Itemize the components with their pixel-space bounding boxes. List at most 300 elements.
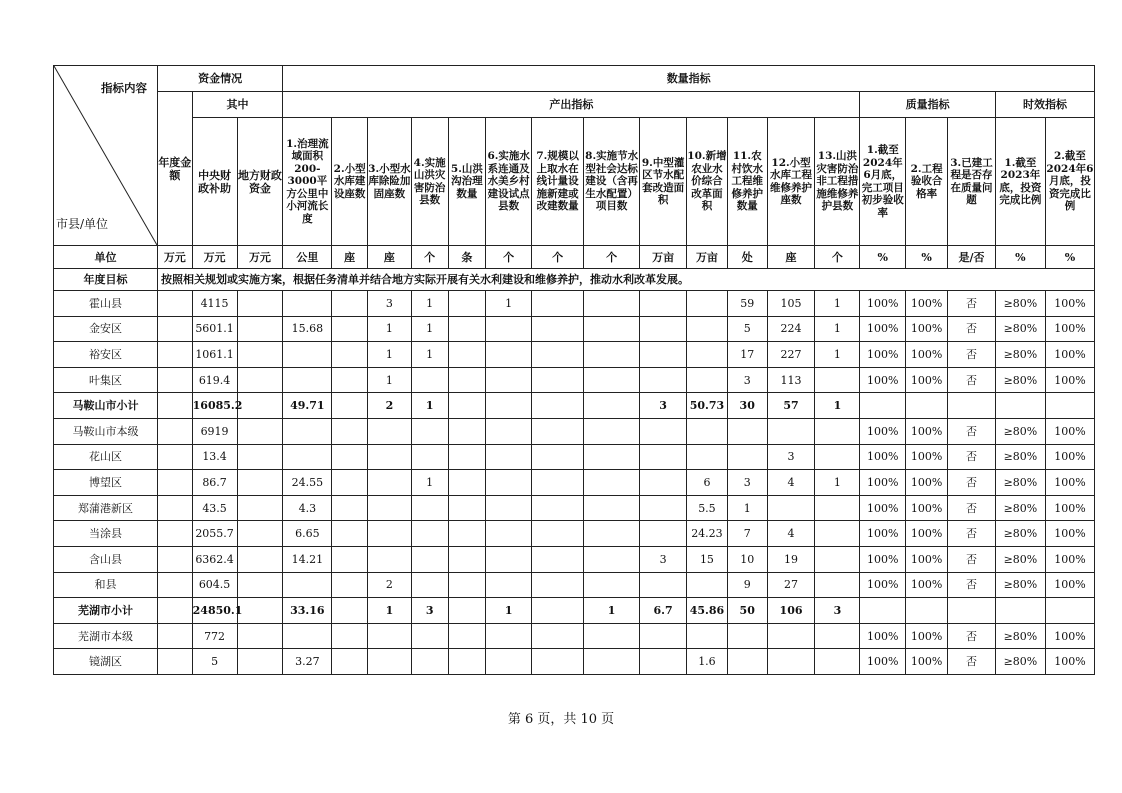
table-cell: 100%: [1045, 316, 1094, 342]
table-cell: [237, 444, 283, 470]
table-cell: [332, 444, 368, 470]
table-cell: [332, 316, 368, 342]
table-cell: 1: [367, 316, 411, 342]
table-cell: 1: [584, 598, 640, 624]
table-cell: [283, 342, 332, 368]
table-cell: [486, 495, 532, 521]
unit-cell: 万亩: [687, 246, 728, 269]
region-name: 芜湖市本级: [54, 623, 158, 649]
table-cell: [532, 521, 584, 547]
table-cell: 100%: [1045, 623, 1094, 649]
table-cell: 否: [948, 521, 996, 547]
table-cell: ≥80%: [995, 572, 1045, 598]
table-cell: 3: [640, 393, 687, 419]
region-name: 马鞍山市小计: [54, 393, 158, 419]
table-cell: [367, 623, 411, 649]
indicator-header: 6.实施水系连通及水美乡村建设试点县数: [486, 118, 532, 246]
table-cell: [815, 495, 860, 521]
table-cell: [448, 316, 486, 342]
region-name: 和县: [54, 572, 158, 598]
table-cell: 6362.4: [192, 546, 237, 572]
table-cell: 619.4: [192, 367, 237, 393]
table-cell: 6.65: [283, 521, 332, 547]
unit-cell: %: [995, 246, 1045, 269]
table-cell: 2055.7: [192, 521, 237, 547]
indicator-header: 1.截至2024年6月底，完工项目初步验收率: [860, 118, 906, 246]
table-cell: 1.6: [687, 649, 728, 675]
table-cell: 14.21: [283, 546, 332, 572]
table-cell: [237, 470, 283, 496]
table-cell: [237, 316, 283, 342]
table-cell: [237, 342, 283, 368]
region-name: 当涂县: [54, 521, 158, 547]
table-cell: ≥80%: [995, 623, 1045, 649]
table-cell: 6: [687, 470, 728, 496]
indicator-header: 10.新增农业水价综合改革面积: [687, 118, 728, 246]
table-cell: [157, 444, 192, 470]
table-cell: 1: [367, 598, 411, 624]
table-cell: 224: [767, 316, 815, 342]
table-cell: [157, 393, 192, 419]
table-cell: [584, 546, 640, 572]
table-cell: 2: [367, 393, 411, 419]
indicator-header: 1.治理流域面积200-3000平方公里中小河流长度: [283, 118, 332, 246]
table-cell: 4: [767, 521, 815, 547]
table-cell: [448, 546, 486, 572]
funds-header: 资金情况: [157, 66, 282, 92]
table-cell: [995, 598, 1045, 624]
indicator-header: 2.工程验收合格率: [906, 118, 948, 246]
table-cell: 3: [815, 598, 860, 624]
table-cell: 100%: [1045, 342, 1094, 368]
table-cell: 33.16: [283, 598, 332, 624]
table-cell: [687, 316, 728, 342]
table-cell: ≥80%: [995, 316, 1045, 342]
table-row: [54, 418, 1095, 444]
table-cell: 3: [727, 367, 767, 393]
indicator-header: 12.小型水库工程维修养护座数: [767, 118, 815, 246]
table-cell: 1061.1: [192, 342, 237, 368]
table-cell: 100%: [1045, 418, 1094, 444]
table-row: [54, 444, 1095, 470]
table-cell: [283, 418, 332, 444]
table-cell: [815, 649, 860, 675]
table-cell: 100%: [860, 367, 906, 393]
table-cell: [727, 444, 767, 470]
header-corner: [54, 66, 158, 246]
table-cell: [411, 495, 448, 521]
unit-cell: 座: [332, 246, 368, 269]
table-cell: [532, 598, 584, 624]
region-name: 霍山县: [54, 291, 158, 317]
table-cell: 100%: [860, 521, 906, 547]
table-cell: [237, 367, 283, 393]
table-cell: [411, 521, 448, 547]
table-cell: [687, 444, 728, 470]
table-cell: 100%: [1045, 444, 1094, 470]
table-cell: [640, 316, 687, 342]
table-cell: 100%: [906, 418, 948, 444]
table-cell: [237, 598, 283, 624]
table-cell: 4.3: [283, 495, 332, 521]
table-cell: 1: [815, 470, 860, 496]
table-cell: [283, 367, 332, 393]
table-cell: [486, 367, 532, 393]
table-cell: 1: [411, 342, 448, 368]
table-cell: [815, 521, 860, 547]
table-cell: ≥80%: [995, 649, 1045, 675]
table-cell: [906, 393, 948, 419]
region-name: 裕安区: [54, 342, 158, 368]
table-cell: 3: [727, 470, 767, 496]
table-cell: [948, 393, 996, 419]
table-row: [54, 316, 1095, 342]
table-cell: [767, 623, 815, 649]
table-cell: [584, 367, 640, 393]
table-cell: 3: [367, 291, 411, 317]
output-header: 产出指标: [283, 92, 860, 118]
table-cell: 59: [727, 291, 767, 317]
table-cell: 13.4: [192, 444, 237, 470]
table-cell: 100%: [906, 572, 948, 598]
table-cell: 100%: [906, 649, 948, 675]
table-cell: [157, 367, 192, 393]
table-cell: 100%: [860, 342, 906, 368]
table-row: [54, 649, 1095, 675]
region-name: 郑蒲港新区: [54, 495, 158, 521]
unit-cell: 是/否: [948, 246, 996, 269]
table-cell: 15.68: [283, 316, 332, 342]
table-cell: 6.7: [640, 598, 687, 624]
table-cell: 100%: [860, 444, 906, 470]
table-cell: ≥80%: [995, 444, 1045, 470]
table-cell: [448, 649, 486, 675]
table-cell: 19: [767, 546, 815, 572]
table-cell: 2: [367, 572, 411, 598]
table-cell: 5: [192, 649, 237, 675]
annual-goal-row: [54, 269, 1095, 291]
table-cell: 100%: [906, 495, 948, 521]
table-cell: [332, 572, 368, 598]
table-cell: [157, 316, 192, 342]
table-cell: 1: [815, 393, 860, 419]
table-cell: [332, 342, 368, 368]
table-cell: 100%: [1045, 649, 1094, 675]
table-cell: 24.23: [687, 521, 728, 547]
table-cell: 100%: [860, 649, 906, 675]
table-cell: [332, 470, 368, 496]
table-cell: [448, 598, 486, 624]
table-cell: [532, 342, 584, 368]
table-cell: [367, 470, 411, 496]
table-cell: [767, 418, 815, 444]
table-cell: [532, 367, 584, 393]
table-cell: [584, 521, 640, 547]
table-cell: ≥80%: [995, 546, 1045, 572]
table-cell: [640, 623, 687, 649]
table-cell: 86.7: [192, 470, 237, 496]
table-cell: 1: [815, 316, 860, 342]
table-cell: [727, 418, 767, 444]
table-cell: 100%: [906, 367, 948, 393]
table-row: [54, 291, 1095, 317]
table-cell: [640, 418, 687, 444]
table-cell: 100%: [860, 470, 906, 496]
indicator-header: 1.截至2023年底，投资完成比例: [995, 118, 1045, 246]
table-cell: [727, 623, 767, 649]
table-cell: 100%: [1045, 470, 1094, 496]
table-cell: 1: [486, 598, 532, 624]
indicator-header: 11.农村饮水工程维修养护数量: [727, 118, 767, 246]
table-cell: [486, 418, 532, 444]
indicator-header: 4.实施山洪灾害防治县数: [411, 118, 448, 246]
table-cell: [584, 572, 640, 598]
unit-cell: 万元: [157, 246, 192, 269]
table-cell: [157, 623, 192, 649]
table-cell: 1: [367, 367, 411, 393]
unit-cell: 处: [727, 246, 767, 269]
table-cell: 227: [767, 342, 815, 368]
table-cell: 否: [948, 546, 996, 572]
table-cell: [448, 623, 486, 649]
table-cell: [584, 342, 640, 368]
table-cell: [640, 291, 687, 317]
table-cell: 100%: [906, 546, 948, 572]
annual-goal-text: 按照相关规划或实施方案，根据任务清单并结合地方实际开展有关水利建设和维修养护，推动水利改革发展。: [157, 269, 1094, 291]
table-cell: [448, 393, 486, 419]
table-cell: 100%: [860, 572, 906, 598]
table-cell: 否: [948, 316, 996, 342]
table-cell: 24.55: [283, 470, 332, 496]
table-cell: [532, 649, 584, 675]
table-cell: [411, 546, 448, 572]
table-cell: [237, 495, 283, 521]
table-cell: 100%: [1045, 546, 1094, 572]
table-cell: 105: [767, 291, 815, 317]
table-cell: 49.71: [283, 393, 332, 419]
table-cell: [486, 393, 532, 419]
data-table: [53, 65, 1095, 675]
table-cell: 100%: [860, 418, 906, 444]
table-cell: 1: [367, 342, 411, 368]
table-cell: [367, 418, 411, 444]
table-cell: [237, 521, 283, 547]
table-cell: 100%: [1045, 572, 1094, 598]
table-cell: [332, 418, 368, 444]
table-cell: 7: [727, 521, 767, 547]
table-cell: [532, 546, 584, 572]
table-row: [54, 342, 1095, 368]
table-cell: 4115: [192, 291, 237, 317]
table-cell: 100%: [906, 623, 948, 649]
table-cell: 1: [411, 316, 448, 342]
table-cell: [237, 393, 283, 419]
table-cell: 1: [727, 495, 767, 521]
table-cell: [948, 598, 996, 624]
among-header: 其中: [192, 92, 283, 118]
table-cell: [687, 623, 728, 649]
table-cell: [486, 546, 532, 572]
table-cell: [157, 546, 192, 572]
region-name: 博望区: [54, 470, 158, 496]
table-cell: [767, 649, 815, 675]
table-cell: [640, 572, 687, 598]
unit-cell: 个: [815, 246, 860, 269]
table-cell: 1: [411, 393, 448, 419]
table-cell: 3.27: [283, 649, 332, 675]
table-cell: [532, 418, 584, 444]
table-cell: [640, 342, 687, 368]
table-row: [54, 572, 1095, 598]
table-cell: 50.73: [687, 393, 728, 419]
table-cell: 否: [948, 470, 996, 496]
table-cell: 50: [727, 598, 767, 624]
quantity-header: 数量指标: [283, 66, 1095, 92]
table-cell: [448, 521, 486, 547]
table-row: [54, 393, 1095, 419]
table-cell: [584, 495, 640, 521]
table-cell: 24850.1: [192, 598, 237, 624]
table-cell: 否: [948, 495, 996, 521]
table-cell: [367, 521, 411, 547]
table-cell: [157, 291, 192, 317]
table-cell: 100%: [906, 342, 948, 368]
table-cell: [157, 521, 192, 547]
table-cell: ≥80%: [995, 342, 1045, 368]
table-cell: [640, 521, 687, 547]
table-cell: [1045, 598, 1094, 624]
table-cell: [237, 418, 283, 444]
table-cell: [332, 291, 368, 317]
table-cell: 45.86: [687, 598, 728, 624]
table-row: [54, 367, 1095, 393]
table-cell: [687, 572, 728, 598]
table-cell: ≥80%: [995, 367, 1045, 393]
table-cell: [448, 418, 486, 444]
unit-cell: 个: [486, 246, 532, 269]
table-cell: [283, 623, 332, 649]
region-name: 含山县: [54, 546, 158, 572]
table-cell: [687, 342, 728, 368]
table-cell: [860, 393, 906, 419]
table-cell: [584, 470, 640, 496]
table-cell: 否: [948, 367, 996, 393]
units-label: 单位: [54, 246, 158, 269]
table-cell: [640, 649, 687, 675]
table-cell: [283, 291, 332, 317]
table-cell: 100%: [860, 546, 906, 572]
table-cell: 5: [727, 316, 767, 342]
timeliness-header: 时效指标: [995, 92, 1094, 118]
table-cell: 100%: [1045, 367, 1094, 393]
table-cell: 3: [411, 598, 448, 624]
unit-cell: 个: [532, 246, 584, 269]
table-cell: [332, 649, 368, 675]
table-cell: [448, 291, 486, 317]
table-cell: [815, 546, 860, 572]
table-cell: 1: [815, 342, 860, 368]
table-cell: [411, 367, 448, 393]
unit-cell: 万亩: [640, 246, 687, 269]
table-cell: [367, 546, 411, 572]
quality-header: 质量指标: [860, 92, 996, 118]
table-cell: [411, 444, 448, 470]
table-cell: [532, 444, 584, 470]
table-cell: [584, 291, 640, 317]
table-cell: 100%: [860, 291, 906, 317]
table-cell: [411, 649, 448, 675]
table-cell: [815, 444, 860, 470]
table-cell: 3: [640, 546, 687, 572]
table-cell: [332, 521, 368, 547]
table-cell: 6919: [192, 418, 237, 444]
annual-goal-label: 年度目标: [54, 269, 158, 291]
table-cell: [448, 495, 486, 521]
table-cell: 43.5: [192, 495, 237, 521]
region-name: 叶集区: [54, 367, 158, 393]
table-cell: [332, 546, 368, 572]
table-cell: 16085.2: [192, 393, 237, 419]
unit-cell: 座: [367, 246, 411, 269]
table-cell: ≥80%: [995, 291, 1045, 317]
indicator-header: 7.规模以上取水在线计量设施新建或改建数量: [532, 118, 584, 246]
indicator-header: 3.已建工程是否存在质量问题: [948, 118, 996, 246]
table-cell: [486, 521, 532, 547]
table-cell: [411, 418, 448, 444]
indicator-header: 13.山洪灾害防治非工程措施维修养护县数: [815, 118, 860, 246]
table-cell: 106: [767, 598, 815, 624]
table-cell: 15: [687, 546, 728, 572]
table-cell: 1: [411, 470, 448, 496]
table-cell: [448, 444, 486, 470]
table-cell: [727, 649, 767, 675]
table-row: [54, 495, 1095, 521]
unit-cell: 个: [584, 246, 640, 269]
table-cell: [237, 291, 283, 317]
table-cell: 9: [727, 572, 767, 598]
table-cell: [283, 572, 332, 598]
table-cell: [532, 623, 584, 649]
table-cell: 30: [727, 393, 767, 419]
table-cell: [532, 470, 584, 496]
table-cell: [995, 393, 1045, 419]
table-cell: 100%: [860, 316, 906, 342]
table-cell: [815, 572, 860, 598]
table-cell: [411, 623, 448, 649]
table-cell: 100%: [1045, 521, 1094, 547]
table-cell: [532, 495, 584, 521]
region-name: 芜湖市小计: [54, 598, 158, 624]
unit-cell: 万元: [237, 246, 283, 269]
table-cell: [332, 598, 368, 624]
region-name: 花山区: [54, 444, 158, 470]
units-row: [54, 246, 1095, 269]
unit-cell: 座: [767, 246, 815, 269]
indicator-header: 2.小型水库建设座数: [332, 118, 368, 246]
table-cell: [237, 649, 283, 675]
table-cell: [448, 342, 486, 368]
table-cell: 100%: [906, 470, 948, 496]
table-cell: 1: [815, 291, 860, 317]
table-cell: [157, 572, 192, 598]
table-cell: [157, 418, 192, 444]
table-cell: [486, 649, 532, 675]
table-cell: 5.5: [687, 495, 728, 521]
table-cell: [687, 367, 728, 393]
table-cell: [815, 367, 860, 393]
table-cell: [584, 316, 640, 342]
table-cell: 否: [948, 444, 996, 470]
